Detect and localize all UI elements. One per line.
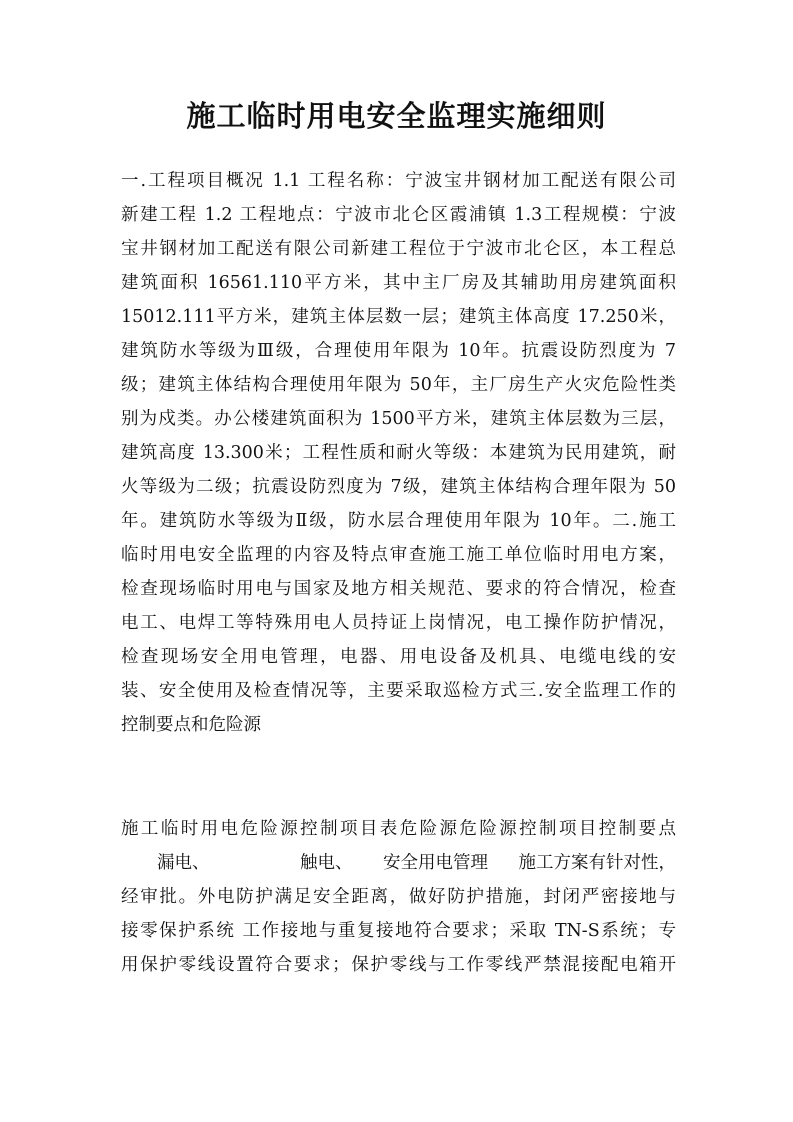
hazard-cell: 漏电、 bbox=[157, 853, 210, 873]
paragraph-line: 新建工程 1.2 工程地点：宁波市北仑区霞浦镇 1.3工程规模：宁波 bbox=[121, 205, 676, 225]
hazard-cell: 安全用电管理 bbox=[383, 853, 488, 873]
paragraph-line: 检查现场安全用电管理，电器、用电设备及机具、电缆电线的安 bbox=[121, 647, 676, 667]
paragraph-line: 建筑高度 13.300米；工程性质和耐火等级：本建筑为民用建筑，耐 bbox=[121, 443, 676, 463]
hazard-row bbox=[157, 847, 676, 879]
paragraph-line: 宝井钢材加工配送有限公司新建工程位于宁波市北仑区，本工程总 bbox=[121, 239, 676, 259]
paragraph-line: 经审批。外电防护满足安全距离，做好防护措施，封闭严密接地与 bbox=[121, 887, 676, 907]
paragraph-line: 一.工程项目概况 1.1 工程名称：宁波宝井钢材加工配送有限公司 bbox=[121, 171, 676, 191]
paragraph-line: 施工临时用电危险源控制项目表危险源危险源控制项目控制要点 bbox=[121, 819, 676, 839]
hazard-cell: 施工方案有针对性， bbox=[518, 853, 676, 873]
paragraph-line: 装、安全使用及检查情况等，主要采取巡检方式三.安全监理工作的 bbox=[121, 681, 676, 701]
hazard-cell: 触电、 bbox=[300, 853, 353, 873]
paragraph-line: 级；建筑主体结构合理使用年限为 50年，主厂房生产火灾危险性类 bbox=[121, 375, 676, 395]
paragraph-line: 建筑防水等级为Ⅲ级，合理使用年限为 10年。抗震设防烈度为 7 bbox=[121, 341, 676, 361]
paragraph-line: 15012.111平方米，建筑主体层数一层；建筑主体高度 17.250米， bbox=[121, 307, 676, 327]
paragraph-line: 别为戍类。办公楼建筑面积为 1500平方米，建筑主体层数为三层， bbox=[121, 409, 676, 429]
paragraph-line: 用保护零线设置符合要求；保护零线与工作零线严禁混接配电箱开 bbox=[121, 955, 676, 975]
paragraph-line: 控制要点和危险源 bbox=[121, 715, 261, 735]
paragraph-line: 检查现场临时用电与国家及地方相关规范、要求的符合情况，检查 bbox=[121, 579, 676, 599]
paragraph-line: 接零保护系统 工作接地与重复接地符合要求；采取 TN-S系统；专 bbox=[121, 921, 676, 941]
paragraph-line: 年。建筑防水等级为Ⅱ级，防水层合理使用年限为 10年。二.施工 bbox=[121, 511, 676, 531]
paragraph-line: 临时用电安全监理的内容及特点审查施工施工单位临时用电方案， bbox=[121, 545, 676, 565]
paragraph-line: 电工、电焊工等特殊用电人员持证上岗情况，电工操作防护情况， bbox=[121, 613, 676, 633]
paragraph-line: 建筑面积 16561.110平方米，其中主厂房及其辅助用房建筑面积 bbox=[121, 273, 676, 293]
paragraph-line: 火等级为二级；抗震设防烈度为 7级，建筑主体结构合理年限为 50 bbox=[121, 477, 676, 497]
document-title: 施工临时用电安全监理实施细则 bbox=[186, 99, 607, 133]
